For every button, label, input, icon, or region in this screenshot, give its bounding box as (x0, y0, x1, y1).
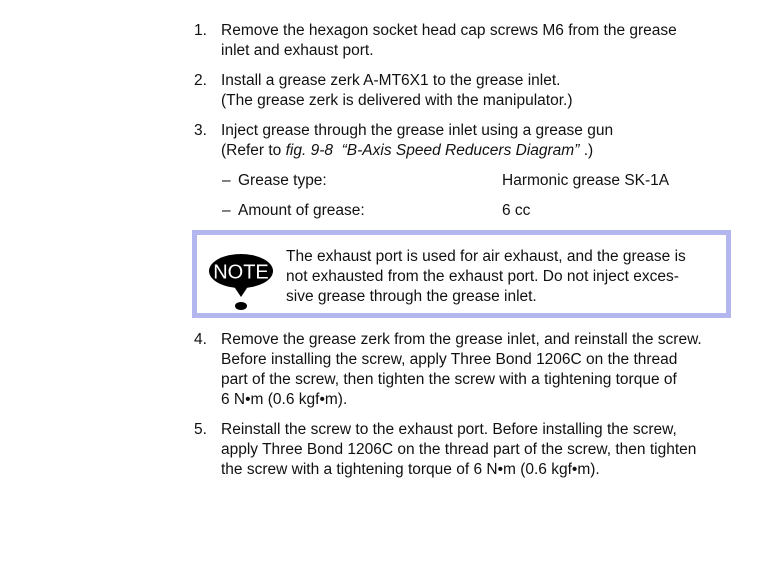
step-line: Install a grease zerk A-MT6X1 to the grease inlet. (221, 72, 561, 89)
step-text (221, 121, 739, 161)
step-2 (194, 71, 739, 111)
figure-reference (221, 141, 739, 161)
step-line: apply Three Bond 1206C on the thread part of the screw, then tighten (221, 441, 697, 458)
spec-value: 6 cc (502, 202, 531, 219)
spec-row-grease-type (222, 171, 670, 191)
step-number: 3. (194, 122, 207, 139)
step-number: 2. (194, 72, 207, 89)
step-line: Before installing the screw, apply Three Bond 1206C on the thread (221, 351, 678, 368)
note-box (192, 230, 731, 318)
step-1 (194, 21, 739, 61)
step-line: 6 N•m (0.6 kgf•m). (221, 391, 348, 408)
spec-row-amount (222, 201, 531, 221)
step-number: 5. (194, 421, 207, 438)
note-text (286, 247, 726, 307)
ref-suffix: .) (579, 142, 594, 159)
figure-title: “B-Axis Speed Reducers Diagram” (341, 142, 580, 159)
spec-value: Harmonic grease SK-1A (502, 172, 670, 189)
note-line: sive grease through the grease inlet. (286, 288, 537, 305)
step-5 (194, 420, 739, 480)
step-4 (194, 330, 739, 410)
figure-link[interactable]: fig. 9-8 (285, 142, 333, 159)
step-text (221, 420, 739, 480)
step-text (221, 21, 739, 61)
step-line: (The grease zerk is delivered with the manipulator.) (221, 92, 573, 109)
step-line: part of the screw, then tighten the screw with a tightening torque of (221, 371, 677, 388)
step-line: Remove the grease zerk from the grease inlet, and reinstall the screw. (221, 331, 702, 348)
step-text (221, 330, 739, 410)
step-line: Inject grease through the grease inlet using a grease gun (221, 122, 614, 139)
spec-dash: – (222, 172, 231, 189)
step-number: 4. (194, 331, 207, 348)
note-line: The exhaust port is used for air exhaust, and the grease is (286, 248, 686, 265)
spec-label: Grease type: (238, 172, 327, 189)
step-line: the screw with a tightening torque of 6 N•m (0.6 kgf•m). (221, 461, 600, 478)
step-number: 1. (194, 22, 207, 39)
step-line: Reinstall the screw to the exhaust port. Before installing the screw, (221, 421, 677, 438)
step-line: inlet and exhaust port. (221, 42, 374, 59)
ref-prefix: (Refer to (221, 142, 286, 159)
step-3 (194, 121, 739, 161)
spec-dash: – (222, 202, 231, 219)
step-text (221, 71, 739, 111)
note-icon-label: NOTE (213, 261, 269, 284)
note-icon (207, 249, 275, 313)
spec-label: Amount of grease: (238, 202, 365, 219)
note-line: not exhausted from the exhaust port. Do not inject exces- (286, 268, 679, 285)
step-line: Remove the hexagon socket head cap screws M6 from the grease (221, 22, 677, 39)
